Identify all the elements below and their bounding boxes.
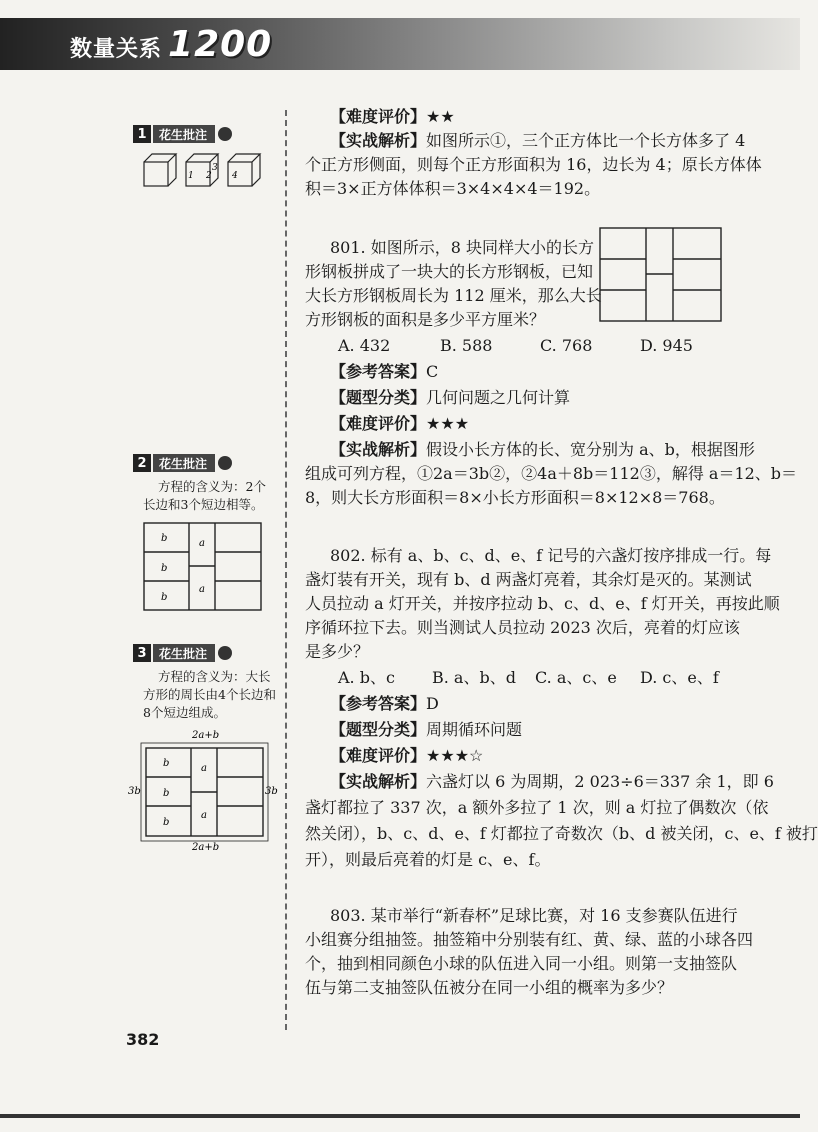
page-number: 382	[126, 1030, 160, 1049]
q803-line: 个，抽到相同颜色小球的队伍进入同一小组。则第一支抽签队	[305, 954, 738, 973]
q801-line: 方形钢板的面积是多少平方厘米？	[305, 310, 546, 329]
q801-line: 大长方形钢板周长为 112 厘米，那么大长	[305, 286, 602, 305]
note-text: 方程的含义为：大长	[158, 669, 271, 684]
peanut-icon	[218, 456, 232, 470]
q802-category	[330, 720, 522, 740]
info-tag: 【实战解析】	[330, 131, 427, 150]
info-text: D	[426, 694, 439, 713]
info-text: 如图所示①，三个正方体比一个长方体多了 4	[426, 131, 746, 150]
q802-line: 802. 标有 a、b、c、d、e、f 记号的六盏灯按序排成一行。每	[330, 546, 772, 565]
grid-label: a	[199, 584, 205, 595]
grid-label: b	[163, 817, 170, 828]
info-tag: 【参考答案】	[330, 694, 427, 713]
q801-analysis	[330, 440, 755, 460]
peanut-icon	[218, 127, 232, 141]
dimension-label-bottom: 2a+b	[192, 842, 220, 853]
prev-info-line: 个正方形侧面，则每个正方形面积为 16，边长为 4；原长方体体	[305, 155, 762, 174]
info-text: ★★★☆	[426, 746, 484, 765]
q802-analysis-line: 开），则最后亮着的灯是 c、e、f。	[305, 850, 551, 869]
cube-label: 4	[232, 171, 238, 181]
peanut-icon	[218, 646, 232, 660]
q801-analysis-line: 8，则大长方形面积＝8×小长方形面积＝8×12×8＝768。	[305, 488, 725, 507]
cube-label: 3	[212, 163, 218, 173]
q802-analysis	[330, 772, 774, 792]
dimension-label-right: 3b	[265, 786, 278, 797]
info-tag: 【实战解析】	[330, 772, 427, 791]
note-number: 2	[133, 454, 151, 472]
prev-info-line	[330, 131, 745, 151]
cube-figure	[140, 150, 270, 190]
note-text: 长边和3个短边相等。	[143, 497, 264, 512]
note-label: 花生批注	[153, 125, 215, 143]
dimension-label-left: 3b	[128, 786, 141, 797]
q802-difficulty	[330, 746, 483, 766]
note-text: 方程的含义为：2个	[158, 479, 266, 494]
book-title-text: 数量关系	[70, 37, 163, 62]
grid-label: b	[161, 592, 168, 603]
q801-option-d: D. 945	[640, 336, 693, 355]
q801-answer	[330, 362, 438, 382]
note-label: 花生批注	[153, 644, 215, 662]
book-title	[70, 24, 272, 65]
note-badge-3	[133, 642, 232, 664]
q801-category	[330, 388, 570, 408]
steel-plate-figure	[598, 226, 724, 324]
grid-label: b	[161, 563, 168, 574]
q801-option-b: B. 588	[440, 336, 493, 355]
q801-analysis-line: 组成可列方程，①2a＝3b②，②4a＋8b＝112③，解得 a＝12、b＝	[305, 464, 798, 483]
grid-label: b	[161, 533, 168, 544]
q802-analysis-line: 盏灯都拉了 337 次，a 额外多拉了 1 次，则 a 灯拉了偶数次（依	[305, 798, 769, 817]
q802-line: 是多少？	[305, 642, 370, 661]
info-text: 六盏灯以 6 为周期，2 023÷6＝337 余 1，即 6	[426, 772, 774, 791]
q801-line: 801. 如图所示，8 块同样大小的长方	[330, 238, 594, 257]
grid-figure-2	[143, 522, 263, 612]
info-tag: 【题型分类】	[330, 388, 427, 407]
q801-option-c: C. 768	[540, 336, 593, 355]
info-tag: 【参考答案】	[330, 362, 427, 381]
q802-answer	[330, 694, 439, 714]
q801-difficulty	[330, 414, 469, 434]
info-text: ★★★	[426, 414, 470, 433]
info-tag: 【难度评价】	[330, 746, 427, 765]
q801-line: 形钢板拼成了一块大的长方形钢板，已知	[305, 262, 594, 281]
info-text: 假设小长方体的长、宽分别为 a、b，根据图形	[426, 440, 755, 459]
grid-label: b	[163, 758, 170, 769]
q803-line: 803. 某市举行“新春杯”足球比赛，对 16 支参赛队伍进行	[330, 906, 738, 925]
q801-option-a: A. 432	[338, 336, 391, 355]
note-number: 3	[133, 644, 151, 662]
dimension-label-top: 2a+b	[192, 730, 220, 741]
grid-label: a	[201, 810, 207, 821]
q802-analysis-line: 然关闭），b、c、d、e、f 灯都拉了奇数次（b、d 被关闭，c、e、f 被打	[305, 824, 818, 843]
bottom-rule	[0, 1114, 800, 1118]
q803-line: 小组赛分组抽签。抽签箱中分别装有红、黄、绿、蓝的小球各四	[305, 930, 754, 949]
book-title-number: 1200	[168, 24, 273, 65]
note-number: 1	[133, 125, 151, 143]
note-badge-1	[133, 123, 232, 145]
cube-label: 1	[188, 171, 194, 181]
q802-option-a: A. b、c	[338, 668, 395, 687]
info-text: 周期循环问题	[426, 720, 523, 739]
q802-line: 盏灯装有开关，现有 b、d 两盏灯亮着，其余灯是灭的。某测试	[305, 570, 752, 589]
q802-line: 人员拉动 a 灯开关，并按序拉动 b、c、d、e、f 灯开关，再按此顺	[305, 594, 780, 613]
prev-info-line	[330, 107, 455, 127]
info-tag: 【难度评价】	[330, 107, 427, 126]
info-text: C	[426, 362, 439, 381]
prev-info-line: 积＝3×正方体体积＝3×4×4×4＝192。	[305, 179, 601, 198]
note-text: 8个短边组成。	[143, 705, 226, 720]
q802-option-b: B. a、b、d	[432, 668, 516, 687]
cube-label: 2	[206, 171, 212, 181]
grid-label: b	[163, 788, 170, 799]
note-label: 花生批注	[153, 454, 215, 472]
q802-option-c: C. a、c、e	[535, 668, 617, 687]
info-tag: 【实战解析】	[330, 440, 427, 459]
info-text: ★★	[426, 107, 455, 126]
grid-figure-3	[126, 726, 276, 854]
info-text: 几何问题之几何计算	[426, 388, 571, 407]
note-badge-2	[133, 452, 232, 474]
q802-line: 序循环拉下去。则当测试人员拉动 2023 次后，亮着的灯应该	[305, 618, 740, 637]
grid-label: a	[199, 538, 205, 549]
column-divider	[285, 110, 287, 1030]
q803-line: 伍与第二支抽签队伍被分在同一小组的概率为多少？	[305, 978, 674, 997]
info-tag: 【难度评价】	[330, 414, 427, 433]
note-text: 方形的周长由4个长边和	[143, 687, 276, 702]
q802-option-d: D. c、e、f	[640, 668, 719, 687]
info-tag: 【题型分类】	[330, 720, 427, 739]
grid-label: a	[201, 763, 207, 774]
